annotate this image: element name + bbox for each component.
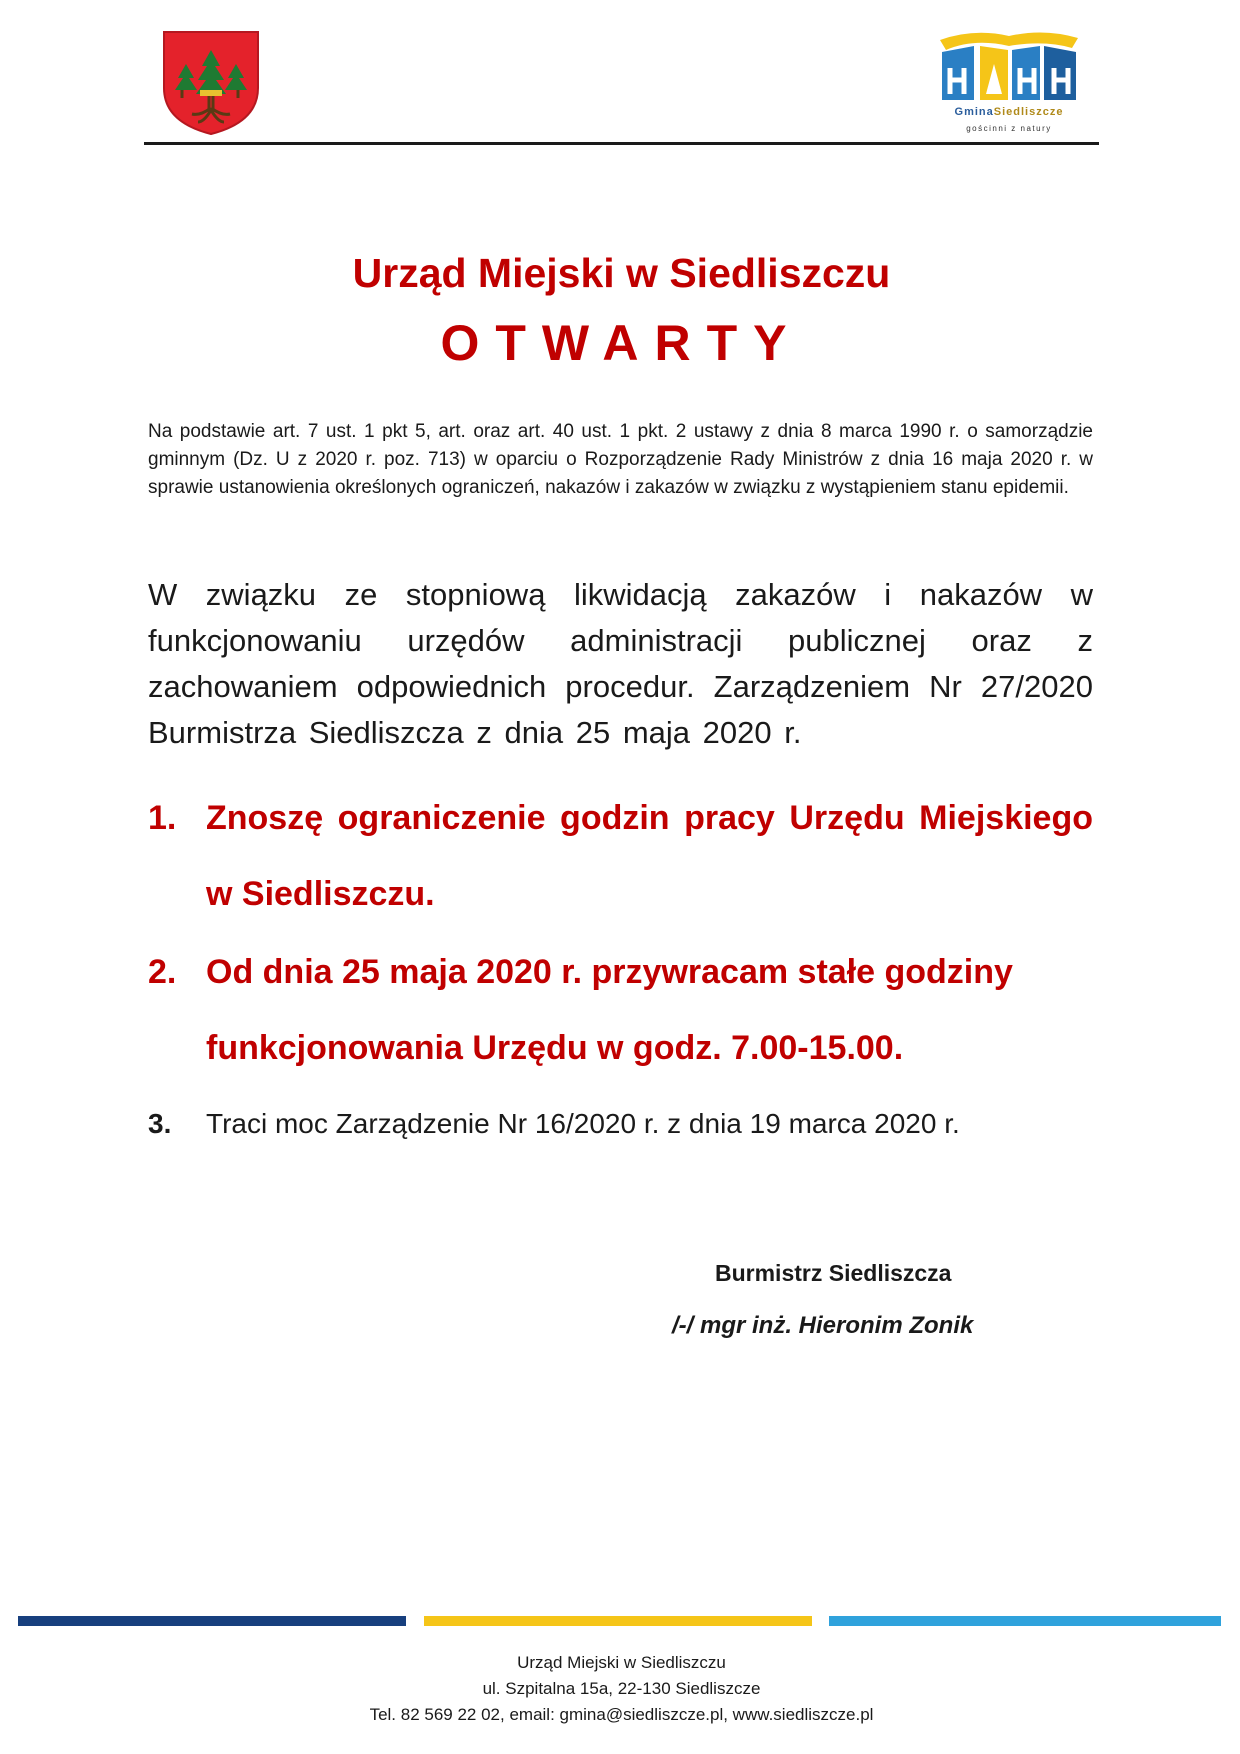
list-item-number: 2. [148,953,177,991]
footer-address-name: Urząd Miejski w Siedliszczu [517,1653,726,1672]
gmina-logo-mark [934,24,1084,104]
footer [144,1650,1099,1728]
logo-name: GminaSiedliszcze [954,106,1064,118]
footer-bar-light-blue [829,1616,1221,1626]
list-item-text: Traci moc Zarządzenie Nr 16/2020 r. z dnia 19 marca 2020 r. [206,1108,960,1139]
page-subtitle: OTWARTY [440,315,803,371]
coat-of-arms-icon [162,30,260,136]
header-divider [144,142,1099,145]
logo-tagline: gościnni z natury [966,124,1052,133]
footer-bar-blue [18,1616,406,1626]
gmina-siedliszcze-logo [934,24,1084,144]
footer-contact: Tel. 82 569 22 02, email: gmina@siedliszcze.pl, www.siedliszcze.pl [369,1705,874,1724]
list-item-number: 1. [148,799,177,837]
legal-basis-paragraph: Na podstawie art. 7 ust. 1 pkt 5, art. oraz art. 40 ust. 1 pkt. 2 ustawy z dnia 8 marca 1990 r. o samorządzie gminnym (Dz. U z 2020 r. poz. 713) w oparciu o Rozporządzenie Rady Ministrów z dnia 16 maja 2020 r. w sprawie ustanowienia określonych ograniczeń, nakazów i zakazów w związku z wystąpieniem stanu epidemii. [148,421,1093,498]
page-title: Urząd Miejski w Siedliszczu [352,250,891,296]
footer-address-street: ul. Szpitalna 15a, 22-130 Siedliszcze [482,1679,761,1698]
signature-name: /-/ mgr inż. Hieronim Zonik [672,1312,974,1339]
signature-title: Burmistrz Siedliszcza [715,1260,952,1286]
footer-bar-yellow [424,1616,812,1626]
list-item-text: Znoszę ograniczenie godzin pracy Urzędu Miejskiego w Siedliszczu. [206,799,1093,913]
body-paragraph: W związku ze stopniową likwidacją zakazów i nakazów w funkcjonowaniu urzędów administracji publicznej oraz z zachowaniem odpowiednich procedur. Zarządzeniem Nr 27/2020 Burmistrza Siedliszcza z dnia 25 maja 2020 r. [148,577,1093,750]
list-item-text: Od dnia 25 maja 2020 r. przywracam stałe godziny funkcjonowania Urzędu w godz. 7.00-15.00. [206,953,1013,1067]
list-item-number: 3. [148,1108,172,1139]
